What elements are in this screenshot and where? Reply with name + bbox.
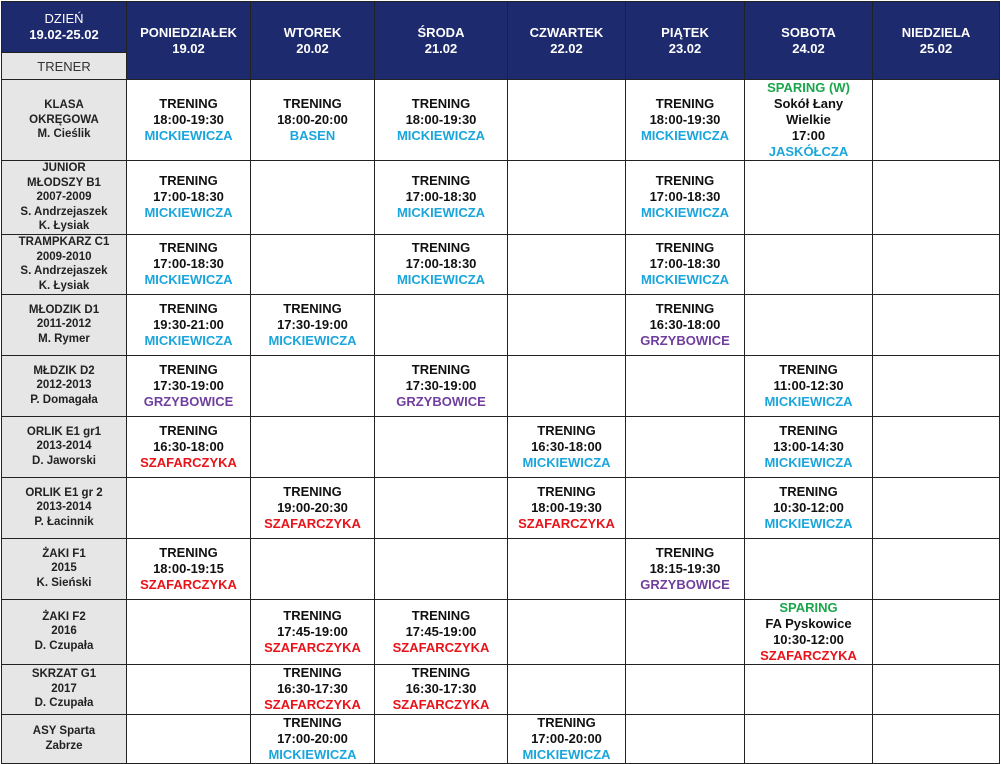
team-line: Zabrze xyxy=(45,739,83,752)
team-line: K. Łysiak xyxy=(38,220,90,232)
cell-line: MICKIEWICZA xyxy=(640,205,730,221)
day-label: DZIEŃ xyxy=(44,11,84,26)
cell-line: 16:30-18:00 xyxy=(649,316,721,332)
schedule-cell xyxy=(127,714,251,763)
cell-line: MICKIEWICZA xyxy=(522,454,611,470)
schedule-cell xyxy=(745,161,873,235)
team-line: D. Czupała xyxy=(34,697,94,710)
day-date: 24.02 xyxy=(792,40,825,56)
schedule-cell xyxy=(626,355,745,416)
team-line: S. Andrzejaszek xyxy=(20,265,108,277)
schedule-cell xyxy=(127,538,251,599)
day-header xyxy=(873,2,1000,80)
cell-line: TRENING xyxy=(655,544,715,560)
cell-line: 18:00-19:30 xyxy=(405,112,477,127)
table-row xyxy=(2,294,1000,355)
team-line: 2017 xyxy=(51,682,77,695)
schedule-cell xyxy=(626,161,745,235)
team-line: ŻAKI F1 xyxy=(42,547,86,560)
team-cell xyxy=(2,477,127,538)
cell-line: TRENING xyxy=(537,714,596,730)
cell-line: 17:45-19:00 xyxy=(405,623,477,639)
team-line: 2015 xyxy=(51,562,77,575)
schedule-cell xyxy=(127,477,251,538)
cell-line: TRENING xyxy=(411,665,471,680)
cell-line: TRENING xyxy=(779,361,838,377)
team-cell xyxy=(2,416,127,477)
cell-line: 18:00-19:30 xyxy=(153,112,224,127)
schedule-cell xyxy=(626,234,745,294)
team-line: M. Cieślik xyxy=(37,128,91,141)
team-cell xyxy=(2,355,127,416)
team-line: ORLIK E1 gr1 xyxy=(26,425,102,438)
day-date: 25.02 xyxy=(919,40,953,56)
cell-line: TRENING xyxy=(411,96,471,111)
team-line: ŻAKI F2 xyxy=(42,610,86,623)
cell-line: 17:00-18:30 xyxy=(153,189,224,205)
team-line: 2013-2014 xyxy=(36,440,92,453)
team-line: 2012-2013 xyxy=(36,379,92,392)
schedule-cell xyxy=(375,234,508,294)
cell-line: MICKIEWICZA xyxy=(396,272,486,287)
cell-line: TRENING xyxy=(283,714,342,730)
schedule-cell xyxy=(375,664,508,714)
team-line: MŁDZIK D2 xyxy=(33,364,95,377)
schedule-cell xyxy=(745,416,873,477)
schedule-cell xyxy=(251,664,375,714)
day-date: 21.02 xyxy=(424,40,458,56)
cell-line: TRENING xyxy=(283,300,342,316)
team-line: MŁODZIK D1 xyxy=(28,303,100,316)
day-name: PIĄTEK xyxy=(661,24,709,40)
cell-line: 11:00-12:30 xyxy=(773,377,844,393)
cell-line: TRENING xyxy=(779,422,838,438)
cell-line: MICKIEWICZA xyxy=(396,205,486,221)
corner-day-cell xyxy=(2,2,127,53)
cell-line: MICKIEWICZA xyxy=(268,746,357,762)
cell-line: TRENING xyxy=(159,96,218,111)
cell-line: TRENING xyxy=(159,361,218,377)
cell-line: 16:30-18:00 xyxy=(531,438,602,454)
cell-line: TRENING xyxy=(537,483,596,499)
team-line: JUNIOR xyxy=(42,162,86,174)
schedule-cell xyxy=(127,416,251,477)
team-line: ORLIK E1 gr 2 xyxy=(25,486,103,499)
schedule-cell xyxy=(626,80,745,161)
cell-line: MICKIEWICZA xyxy=(764,454,853,470)
cell-line: TRENING xyxy=(779,483,838,499)
schedule-cell xyxy=(375,416,508,477)
day-header xyxy=(127,2,251,80)
schedule-cell xyxy=(626,416,745,477)
cell-line: TRENING xyxy=(159,544,218,560)
schedule-cell xyxy=(508,416,626,477)
schedule-cell xyxy=(873,355,1000,416)
schedule-cell xyxy=(626,599,745,664)
schedule-cell xyxy=(127,294,251,355)
cell-line: 17:00-18:30 xyxy=(153,256,224,271)
day-header xyxy=(508,2,626,80)
cell-line: FA Pyskowice xyxy=(765,615,852,631)
cell-line: 17:00-20:00 xyxy=(531,730,602,746)
schedule-cell xyxy=(127,355,251,416)
day-header xyxy=(251,2,375,80)
day-date: 20.02 xyxy=(296,40,329,56)
day-date: 19.02 xyxy=(172,40,205,56)
schedule-cell xyxy=(508,538,626,599)
schedule-cell xyxy=(508,599,626,664)
cell-line: TRENING xyxy=(283,665,342,680)
schedule-cell xyxy=(375,714,508,763)
table-row xyxy=(2,161,1000,235)
cell-line: SPARING xyxy=(779,599,838,615)
cell-line: 18:15-19:30 xyxy=(649,560,721,576)
schedule-cell xyxy=(873,538,1000,599)
cell-line: MICKIEWICZA xyxy=(144,128,233,143)
cell-line: 16:30-18:00 xyxy=(153,438,224,454)
schedule-cell xyxy=(508,664,626,714)
team-cell xyxy=(2,599,127,664)
table-row xyxy=(2,664,1000,714)
cell-line: TRENING xyxy=(411,607,471,623)
schedule-cell xyxy=(745,294,873,355)
schedule-cell xyxy=(251,477,375,538)
schedule-cell xyxy=(873,80,1000,161)
cell-line: TRENING xyxy=(159,173,218,189)
cell-line: SZAFARCZYKA xyxy=(392,639,490,655)
schedule-cell xyxy=(251,599,375,664)
cell-line: SPARING (W) xyxy=(767,80,850,95)
schedule-cell xyxy=(127,161,251,235)
trainer-label: TRENER xyxy=(37,58,91,74)
cell-line: 17:30-19:00 xyxy=(277,316,348,332)
cell-line: 10:30-12:00 xyxy=(773,499,844,515)
cell-line: SZAFARCZYKA xyxy=(264,639,361,655)
cell-line: TRENING xyxy=(283,483,342,499)
cell-line: 17:00-20:00 xyxy=(277,730,348,746)
schedule-cell xyxy=(626,477,745,538)
cell-line: MICKIEWICZA xyxy=(144,205,233,221)
schedule-table xyxy=(1,1,1000,764)
schedule-cell xyxy=(745,599,873,664)
schedule-cell xyxy=(375,355,508,416)
trainer-label-cell xyxy=(2,53,127,80)
table-row xyxy=(2,416,1000,477)
team-line: S. Andrzejaszek xyxy=(20,205,108,218)
cell-line: SZAFARCZYKA xyxy=(264,697,361,712)
cell-line: SZAFARCZYKA xyxy=(140,454,237,470)
team-line: TRAMPKARZ C1 xyxy=(18,236,110,248)
cell-line: 17:45-19:00 xyxy=(277,623,348,639)
schedule-cell xyxy=(873,714,1000,763)
schedule-cell xyxy=(873,294,1000,355)
day-name: WTOREK xyxy=(283,24,342,40)
schedule-cell xyxy=(508,355,626,416)
day-name: PONIEDZIAŁEK xyxy=(140,24,237,40)
cell-line: SZAFARCZYKA xyxy=(140,576,237,592)
team-line: KLASA xyxy=(44,99,84,112)
schedule-cell xyxy=(508,714,626,763)
team-line: P. Łacinnik xyxy=(34,515,94,528)
schedule-cell xyxy=(508,161,626,235)
cell-line: 16:30-17:30 xyxy=(277,681,348,696)
team-line: P. Domagała xyxy=(30,393,98,406)
schedule-cell xyxy=(508,477,626,538)
team-cell xyxy=(2,664,127,714)
cell-line: MICKIEWICZA xyxy=(144,332,233,348)
team-line: MŁODSZY B1 xyxy=(27,176,101,189)
schedule-cell xyxy=(745,538,873,599)
cell-line: 19:30-21:00 xyxy=(153,316,224,332)
day-header xyxy=(745,2,873,80)
day-header xyxy=(626,2,745,80)
schedule-cell xyxy=(127,599,251,664)
cell-line: GRZYBOWICE xyxy=(640,576,730,592)
schedule-cell xyxy=(127,80,251,161)
schedule-cell xyxy=(745,714,873,763)
day-date: 22.02 xyxy=(550,40,583,56)
team-cell xyxy=(2,538,127,599)
schedule-cell xyxy=(745,477,873,538)
cell-line: TRENING xyxy=(283,607,342,623)
cell-line: MICKIEWICZA xyxy=(268,332,357,348)
day-name: SOBOTA xyxy=(781,24,836,40)
schedule-cell xyxy=(251,416,375,477)
schedule-cell xyxy=(251,538,375,599)
cell-line: 13:00-14:30 xyxy=(773,438,844,454)
cell-line: 17:00 xyxy=(791,128,826,143)
schedule-cell xyxy=(626,664,745,714)
team-line: D. Jaworski xyxy=(32,454,96,467)
schedule-cell xyxy=(251,355,375,416)
schedule-cell xyxy=(508,80,626,161)
schedule-cell xyxy=(745,355,873,416)
cell-line: MICKIEWICZA xyxy=(640,128,730,143)
cell-line: MICKIEWICZA xyxy=(764,393,853,409)
team-cell xyxy=(2,161,127,235)
schedule-cell xyxy=(508,294,626,355)
schedule-cell xyxy=(375,161,508,235)
table-row xyxy=(2,538,1000,599)
team-line: K. Łysiak xyxy=(38,279,90,292)
team-line: K. Sieński xyxy=(36,576,92,589)
cell-line: 16:30-17:30 xyxy=(405,681,477,696)
cell-line: 17:00-18:30 xyxy=(405,256,477,271)
cell-line: TRENING xyxy=(283,96,342,111)
schedule-cell xyxy=(251,80,375,161)
cell-line: JASKÓŁCZA xyxy=(768,144,849,159)
table-row xyxy=(2,355,1000,416)
cell-line: 17:00-18:30 xyxy=(405,189,477,205)
cell-line: SZAFARCZYKA xyxy=(392,697,490,712)
cell-line: TRENING xyxy=(655,173,715,189)
schedule-cell xyxy=(873,599,1000,664)
day-name: ŚRODA xyxy=(417,24,465,40)
schedule-cell xyxy=(127,664,251,714)
schedule-cell xyxy=(375,538,508,599)
team-cell xyxy=(2,714,127,763)
team-line: 2013-2014 xyxy=(36,501,92,514)
day-name: CZWARTEK xyxy=(529,24,604,40)
cell-line: TRENING xyxy=(411,361,471,377)
cell-line: TRENING xyxy=(655,240,715,255)
cell-line: Wielkie xyxy=(786,112,831,127)
cell-line: TRENING xyxy=(159,300,218,316)
table-row xyxy=(2,477,1000,538)
team-line: 2009-2010 xyxy=(36,250,92,263)
schedule-cell xyxy=(375,294,508,355)
schedule-cell xyxy=(251,714,375,763)
cell-line: 17:30-19:00 xyxy=(405,377,477,393)
schedule-cell xyxy=(251,294,375,355)
team-line: 2016 xyxy=(51,625,77,638)
schedule-cell xyxy=(375,477,508,538)
cell-line: TRENING xyxy=(159,422,218,438)
cell-line: SZAFARCZYKA xyxy=(264,515,361,531)
team-cell xyxy=(2,234,127,294)
cell-line: BASEN xyxy=(289,128,336,143)
cell-line: 18:00-19:30 xyxy=(649,112,721,127)
table-row xyxy=(2,714,1000,763)
cell-line: 17:00-18:30 xyxy=(649,189,721,205)
header-row xyxy=(2,2,1000,53)
cell-line: MICKIEWICZA xyxy=(640,272,730,287)
schedule-cell xyxy=(508,234,626,294)
day-name: NIEDZIELA xyxy=(901,24,971,40)
date-range: 19.02-25.02 xyxy=(29,27,99,42)
cell-line: 17:00-18:30 xyxy=(649,256,721,271)
schedule-cell xyxy=(873,161,1000,235)
team-line: 2011-2012 xyxy=(36,318,92,331)
cell-line: GRZYBOWICE xyxy=(143,393,234,409)
table-row xyxy=(2,599,1000,664)
team-line: 2007-2009 xyxy=(36,191,92,203)
schedule-cell xyxy=(745,234,873,294)
cell-line: TRENING xyxy=(537,422,596,438)
schedule-cell xyxy=(626,294,745,355)
cell-line: 19:00-20:30 xyxy=(277,499,348,515)
team-line: M. Rymer xyxy=(38,332,90,345)
cell-line: MICKIEWICZA xyxy=(144,272,233,287)
schedule-cell xyxy=(375,80,508,161)
day-header xyxy=(375,2,508,80)
cell-line: TRENING xyxy=(655,300,715,316)
team-line: D. Czupała xyxy=(34,639,94,652)
cell-line: MICKIEWICZA xyxy=(396,128,486,143)
schedule-cell xyxy=(626,714,745,763)
schedule-cell xyxy=(745,80,873,161)
schedule-cell xyxy=(873,234,1000,294)
cell-line: 18:00-20:00 xyxy=(277,112,348,127)
team-line: OKRĘGOWA xyxy=(29,113,99,126)
team-line: ASY Sparta xyxy=(32,725,96,737)
schedule-cell xyxy=(745,664,873,714)
cell-line: TRENING xyxy=(411,173,471,189)
cell-line: SZAFARCZYKA xyxy=(518,515,615,531)
schedule-cell xyxy=(127,234,251,294)
cell-line: TRENING xyxy=(411,240,471,255)
cell-line: TRENING xyxy=(655,96,715,111)
schedule-cell xyxy=(873,416,1000,477)
cell-line: SZAFARCZYKA xyxy=(760,647,857,663)
schedule-cell xyxy=(626,538,745,599)
team-line: SKRZAT G1 xyxy=(31,668,97,681)
day-date: 23.02 xyxy=(668,40,702,56)
cell-line: GRZYBOWICE xyxy=(640,332,730,348)
table-row xyxy=(2,80,1000,161)
cell-line: MICKIEWICZA xyxy=(522,746,611,762)
cell-line: MICKIEWICZA xyxy=(764,515,853,531)
schedule-cell xyxy=(873,664,1000,714)
cell-line: Sokół Łany xyxy=(773,96,844,111)
team-cell xyxy=(2,294,127,355)
cell-line: 10:30-12:00 xyxy=(773,631,844,647)
schedule-cell xyxy=(375,599,508,664)
cell-line: GRZYBOWICE xyxy=(396,393,486,409)
cell-line: 18:00-19:15 xyxy=(153,560,224,576)
schedule-cell xyxy=(251,234,375,294)
team-cell xyxy=(2,80,127,161)
table-row xyxy=(2,234,1000,294)
cell-line: TRENING xyxy=(159,240,218,255)
schedule-cell xyxy=(251,161,375,235)
cell-line: 18:00-19:30 xyxy=(531,499,602,515)
cell-line: 17:30-19:00 xyxy=(153,377,224,393)
schedule-cell xyxy=(873,477,1000,538)
